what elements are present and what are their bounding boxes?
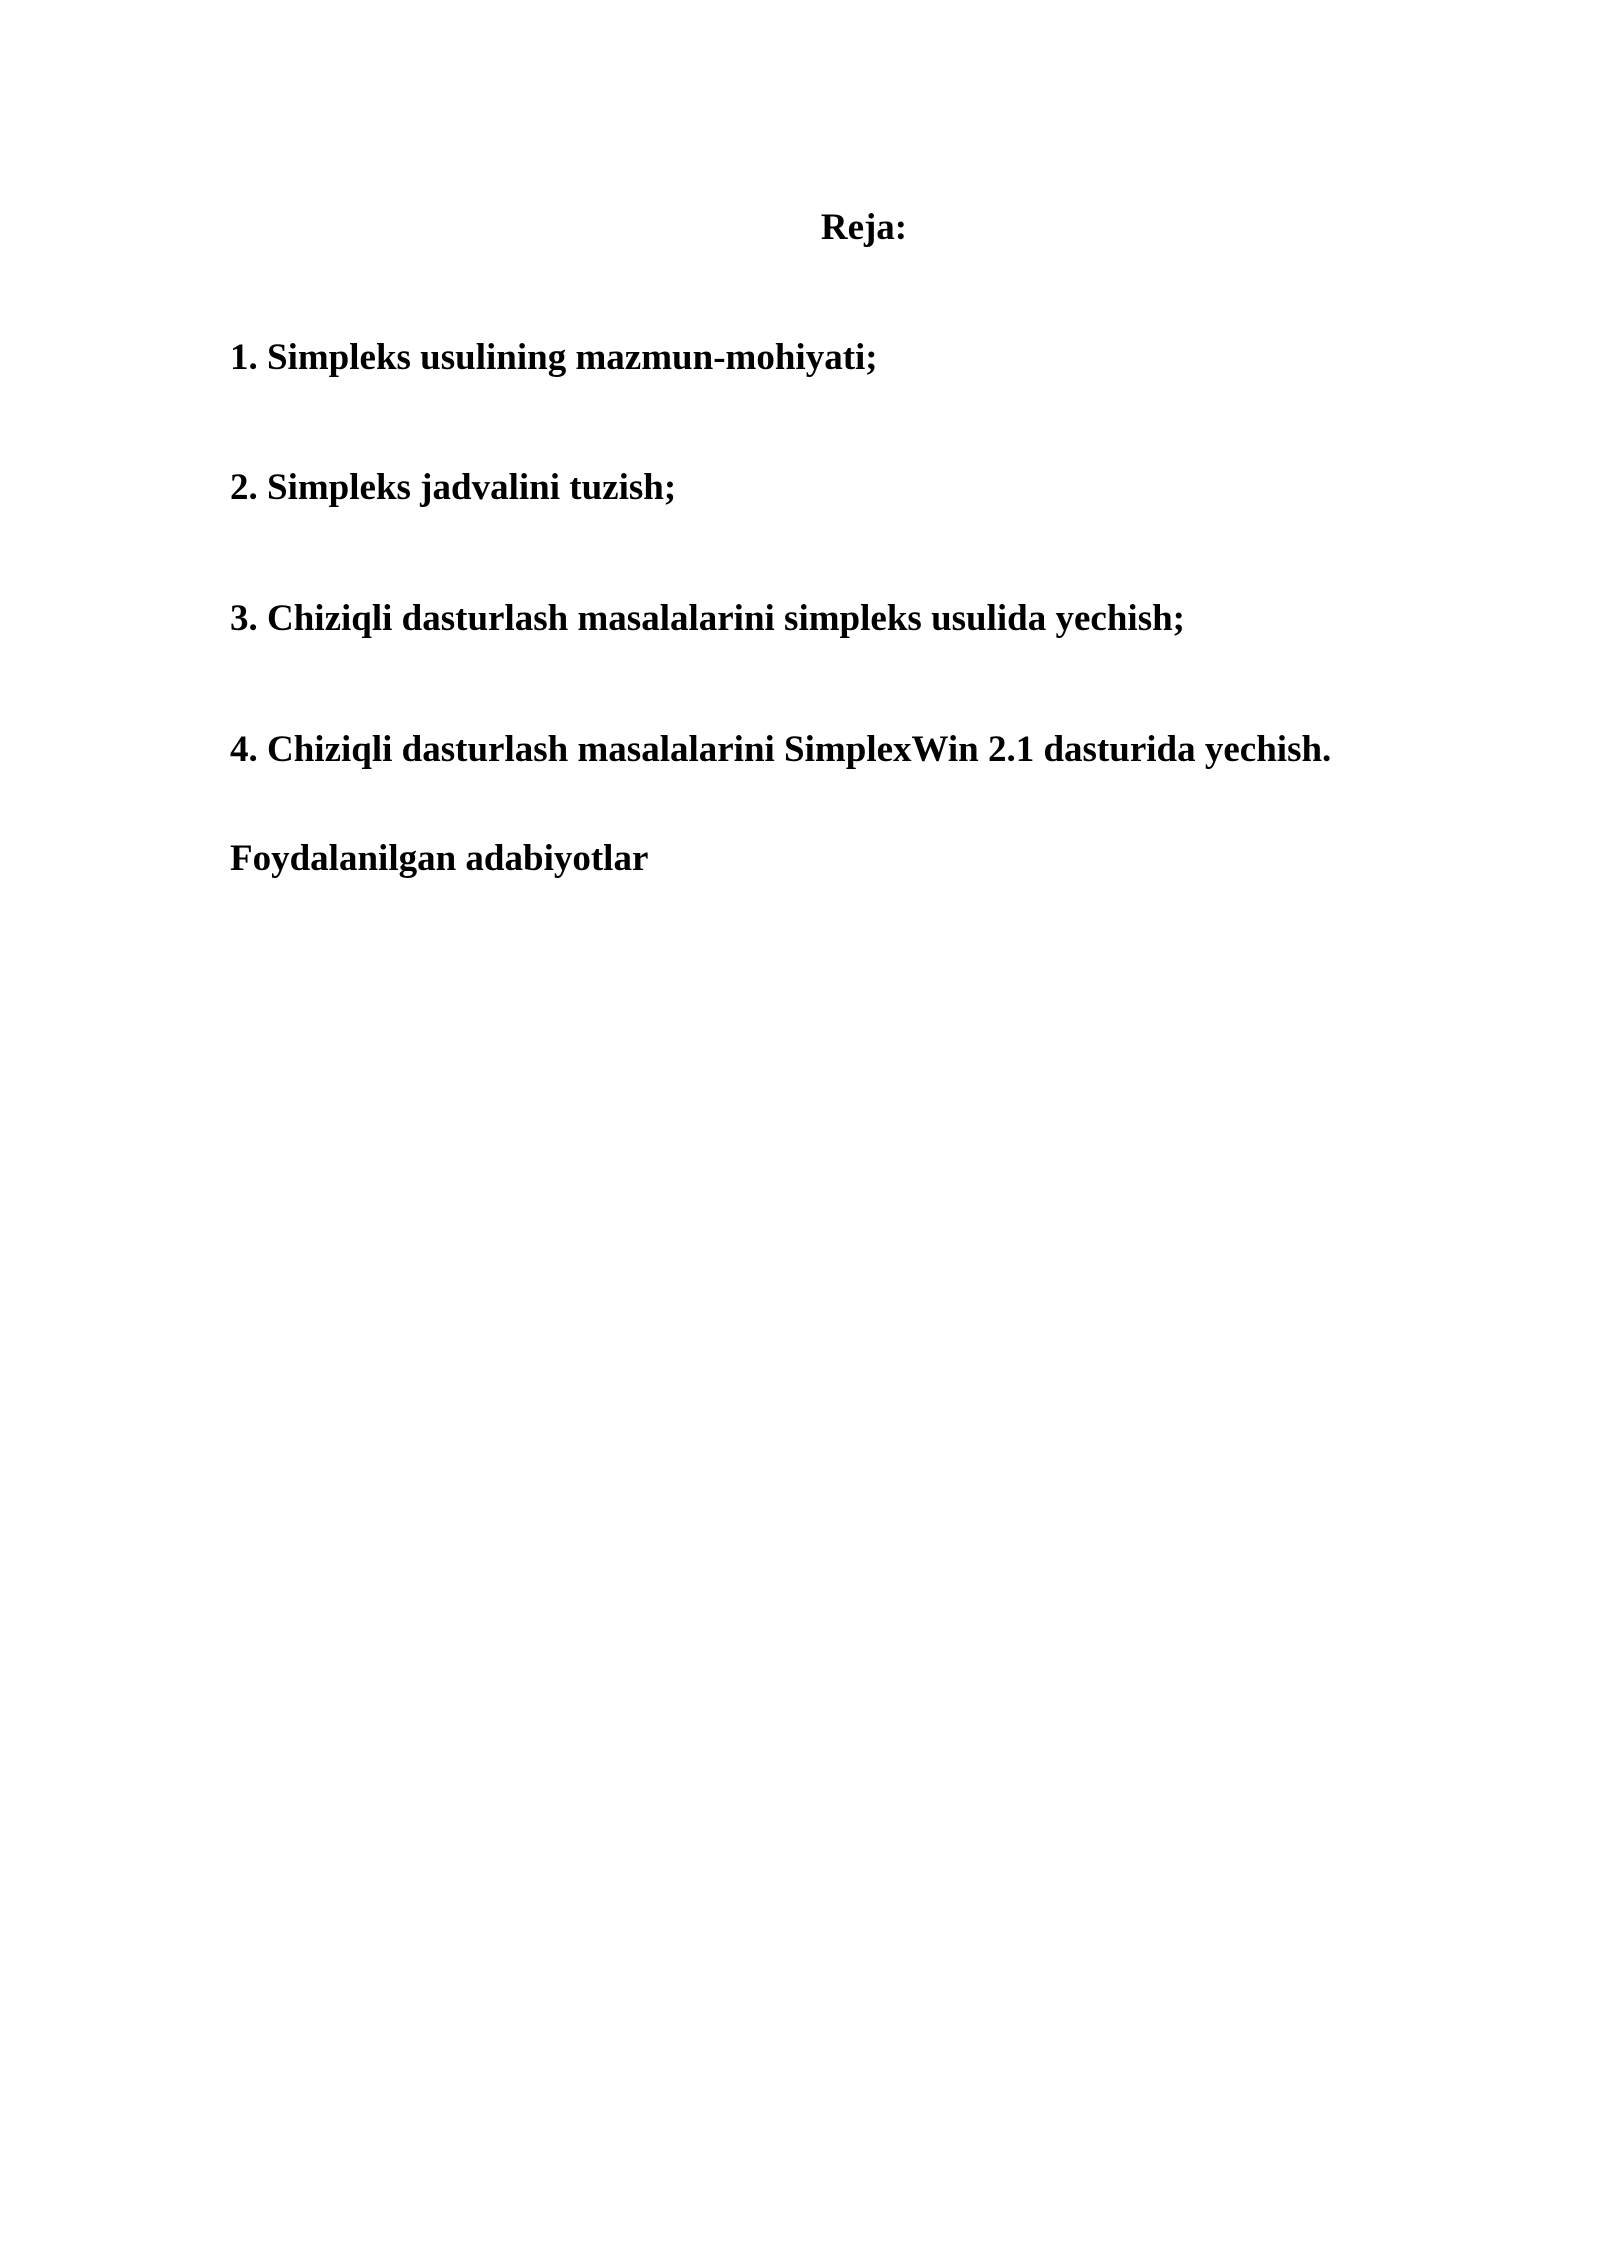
plan-item-1: 1. Simpleks usulining mazmun-mohiyati;	[230, 337, 878, 378]
document-title: Reja:	[820, 207, 908, 248]
plan-item-4: 4. Chiziqli dasturlash masalalarini SimplexWin 2.1 dasturida yechish.	[230, 729, 1332, 770]
plan-item-3: 3. Chiziqli dasturlash masalalarini simpleks usulida yechish;	[230, 598, 1186, 639]
references-heading: Foydalanilgan adabiyotlar	[230, 838, 649, 879]
plan-item-2: 2. Simpleks jadvalini tuzish;	[230, 467, 677, 508]
